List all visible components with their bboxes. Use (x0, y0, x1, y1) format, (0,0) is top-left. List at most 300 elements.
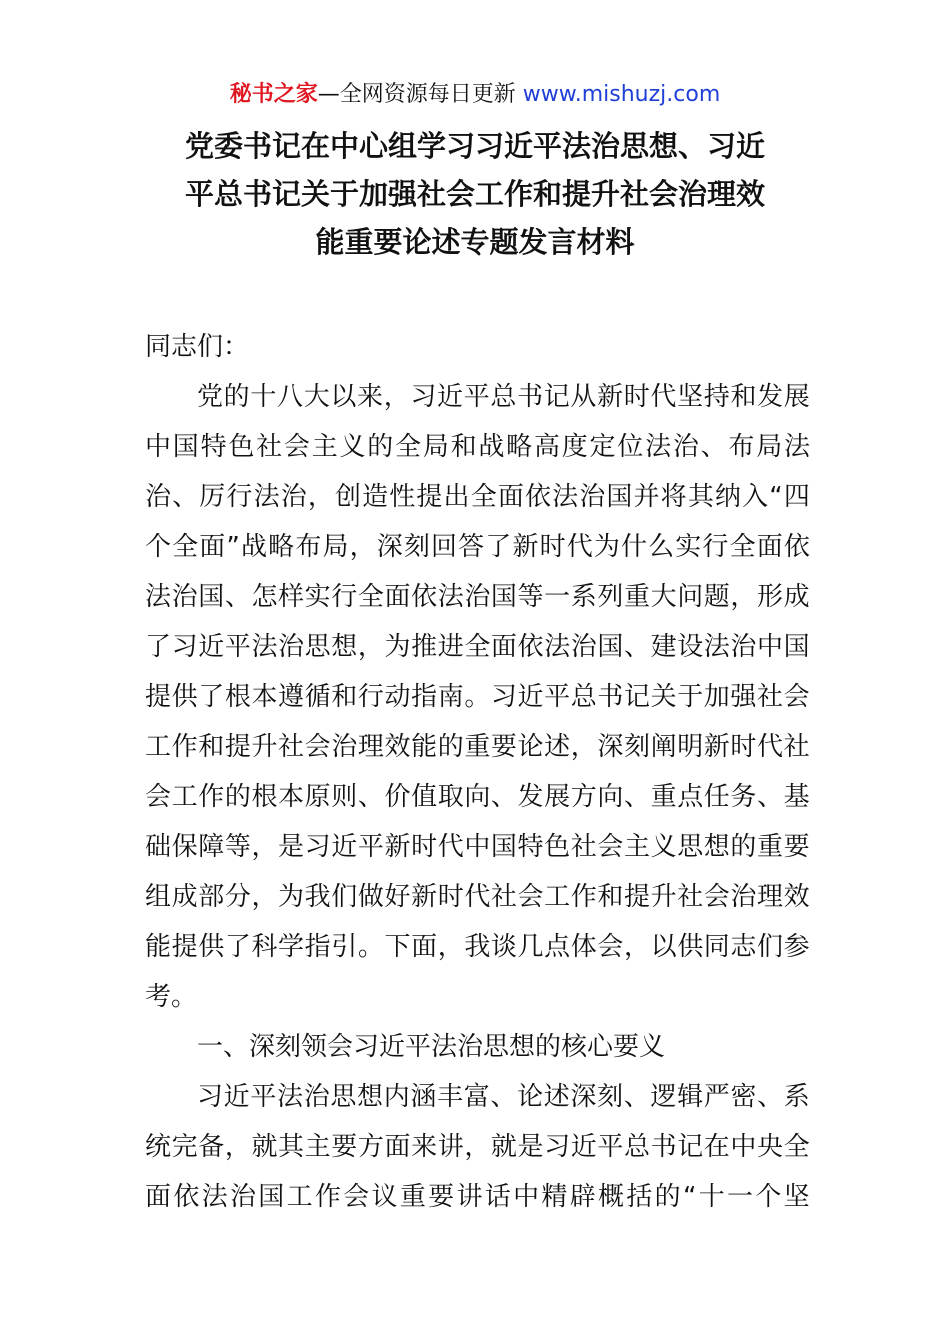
paragraph-line (145, 1172, 810, 1222)
glyph: 要 (783, 832, 810, 862)
glyph: 法 (277, 1082, 304, 1112)
glyph: 治 (570, 632, 597, 662)
paragraph-line (145, 872, 810, 922)
glyph: 性 (389, 482, 416, 512)
paragraph-line (145, 622, 810, 672)
glyph: 将 (660, 482, 687, 512)
glyph: 们 (757, 932, 784, 962)
glyph: 依 (173, 1182, 200, 1212)
glyph: 、 (757, 782, 784, 812)
glyph: 治 (229, 1182, 256, 1212)
paragraph-section1 (145, 1072, 810, 1222)
glyph: 治 (579, 482, 606, 512)
glyph: 国 (490, 832, 517, 862)
glyph: 面 (384, 582, 411, 612)
glyph: 加 (703, 682, 730, 712)
glyph: 点 (677, 782, 704, 812)
glyph: 法 (703, 632, 730, 662)
glyph: 述 (543, 1082, 570, 1112)
glyph: 中 (464, 832, 491, 862)
glyph: 面 (384, 1132, 411, 1162)
glyph: 四 (783, 482, 810, 512)
glyph: 总 (623, 1132, 650, 1162)
glyph: 想 (357, 1082, 384, 1112)
glyph: 法 (437, 582, 464, 612)
glyph: 主 (623, 832, 650, 862)
glyph: 回 (431, 532, 458, 562)
glyph: 怎 (251, 582, 278, 612)
glyph: 社 (677, 882, 704, 912)
glyph: 平 (250, 1082, 277, 1112)
glyph: 国 (172, 432, 199, 462)
glyph: 根 (224, 682, 251, 712)
glyph: 新 (384, 832, 411, 862)
glyph: 理 (757, 882, 784, 912)
glyph: 出 (443, 482, 470, 512)
glyph: 谈 (490, 932, 517, 962)
glyph: ， (383, 382, 410, 412)
glyph: 法 (251, 632, 278, 662)
glyph: 平 (463, 382, 490, 412)
glyph: 重 (464, 732, 491, 762)
glyph: 中 (513, 1182, 540, 1212)
paragraph-line (145, 422, 810, 472)
glyph: 想 (331, 632, 358, 662)
glyph: 国 (606, 482, 633, 512)
glyph: 的 (223, 382, 250, 412)
glyph: 治 (303, 1082, 330, 1112)
glyph: 根 (251, 782, 278, 812)
glyph: 工 (171, 782, 198, 812)
glyph: 丰 (437, 1082, 464, 1112)
brand-name: 秘书之家 (229, 82, 318, 107)
paragraph-line (145, 572, 810, 622)
glyph: 发 (757, 382, 784, 412)
glyph: 全 (357, 582, 384, 612)
glyph: 和 (331, 682, 358, 712)
glyph: 在 (703, 1132, 730, 1162)
glyph: 时 (539, 532, 566, 562)
glyph: 法 (783, 432, 810, 462)
glyph: 治 (730, 882, 757, 912)
glyph: 个 (755, 1182, 782, 1212)
glyph: 逻 (650, 1082, 677, 1112)
glyph: 做 (357, 882, 384, 912)
glyph: ， (307, 482, 334, 512)
glyph: 辟 (569, 1182, 596, 1212)
glyph: 部 (198, 882, 225, 912)
glyph: 代 (437, 832, 464, 862)
glyph: 展 (544, 782, 571, 812)
glyph: 近 (570, 1132, 597, 1162)
glyph: 引 (331, 932, 358, 962)
glyph: 是 (278, 832, 305, 862)
glyph: 工 (145, 732, 172, 762)
glyph: 就 (490, 1132, 517, 1162)
glyph: 、 (490, 1082, 517, 1112)
glyph: 论 (517, 732, 544, 762)
glyph: 想 (703, 832, 730, 862)
glyph: 面 (145, 1182, 172, 1212)
glyph: 治 (171, 582, 198, 612)
glyph: 提 (416, 482, 443, 512)
glyph: 略 (268, 532, 295, 562)
paragraph-line (145, 822, 810, 872)
glyph: 、 (623, 632, 650, 662)
glyph: 升 (650, 882, 677, 912)
glyph: “ (682, 1182, 697, 1212)
glyph: 作 (171, 732, 198, 762)
glyph: 会 (597, 832, 624, 862)
glyph: 社 (256, 432, 283, 462)
glyph: 社 (757, 682, 784, 712)
glyph: 义 (339, 432, 366, 462)
glyph: 社 (490, 882, 517, 912)
glyph: 讲 (437, 1132, 464, 1162)
glyph: 科 (251, 932, 278, 962)
glyph: 平 (597, 1132, 624, 1162)
glyph: 、 (623, 1082, 650, 1112)
glyph: 并 (633, 482, 660, 512)
glyph: 深 (597, 732, 624, 762)
glyph: 党 (197, 382, 224, 412)
glyph: 样 (278, 582, 305, 612)
paragraph-line (145, 472, 810, 522)
glyph: 刻 (403, 532, 430, 562)
glyph: 志 (730, 932, 757, 962)
glyph: 面 (756, 532, 783, 562)
glyph: 重 (399, 1182, 426, 1212)
glyph: 是 (517, 1132, 544, 1162)
glyph: 指 (411, 682, 438, 712)
glyph: 以 (330, 382, 357, 412)
paragraph-line (145, 372, 810, 422)
glyph: 什 (621, 532, 648, 562)
glyph: 么 (648, 532, 675, 562)
glyph: 答 (458, 532, 485, 562)
glyph: 的 (437, 732, 464, 762)
glyph: 提 (623, 882, 650, 912)
glyph: 重 (757, 832, 784, 862)
glyph: 全 (729, 532, 756, 562)
glyph: 作 (314, 1182, 341, 1212)
glyph: 体 (570, 932, 597, 962)
glyph: 国 (258, 1182, 285, 1212)
glyph: 务 (730, 782, 757, 812)
glyph: ， (224, 1132, 251, 1162)
glyph: 保 (171, 832, 198, 862)
glyph: 局 (422, 432, 449, 462)
glyph: 国 (490, 582, 517, 612)
glyph: 中 (730, 1132, 757, 1162)
glyph: 创 (334, 482, 361, 512)
glyph: 以 (650, 932, 677, 962)
glyph: 完 (171, 1132, 198, 1162)
glyph: 推 (411, 632, 438, 662)
glyph: 布 (728, 432, 755, 462)
glyph: 概 (598, 1182, 625, 1212)
glyph: 特 (200, 432, 227, 462)
glyph: 下 (384, 932, 411, 962)
glyph: 富 (463, 1082, 490, 1112)
glyph: 效 (783, 882, 810, 912)
glyph: 面 (497, 482, 524, 512)
greeting-line: 同志们： (145, 332, 250, 362)
glyph: 本 (278, 782, 305, 812)
glyph: 新 (703, 732, 730, 762)
glyph: 系 (783, 1082, 810, 1112)
glyph: 坚 (783, 1182, 810, 1212)
glyph: 代 (650, 382, 677, 412)
glyph: 社 (783, 732, 810, 762)
glyph: 作 (570, 882, 597, 912)
glyph: 等 (224, 832, 251, 862)
glyph: 深 (376, 532, 403, 562)
glyph: 供 (171, 682, 198, 712)
glyph: 纳 (714, 482, 741, 512)
glyph: 话 (484, 1182, 511, 1212)
glyph: 、 (490, 782, 517, 812)
glyph: 取 (437, 782, 464, 812)
glyph: 提 (171, 932, 198, 962)
glyph: 战 (478, 432, 505, 462)
glyph: 坚 (677, 382, 704, 412)
glyph: 为 (278, 882, 305, 912)
glyph: 的 (654, 1182, 681, 1212)
glyph: 建 (650, 632, 677, 662)
glyph: 。 (357, 932, 384, 962)
header-tagline: —全网资源每日更新 (317, 82, 523, 107)
glyph: 了 (198, 682, 225, 712)
glyph: 供 (677, 932, 704, 962)
glyph: 备 (198, 1132, 225, 1162)
glyph: 学 (278, 932, 305, 962)
glyph: 个 (145, 532, 172, 562)
paragraph-intro (145, 372, 810, 1022)
glyph: 成 (783, 582, 810, 612)
glyph: 方 (357, 1132, 384, 1162)
glyph: 工 (286, 1182, 313, 1212)
glyph: 列 (597, 582, 624, 612)
glyph: 面 (411, 932, 438, 962)
glyph: 障 (198, 832, 225, 862)
glyph: 习 (544, 1132, 571, 1162)
glyph: 成 (171, 882, 198, 912)
glyph: 参 (783, 932, 810, 962)
glyph: 来 (357, 382, 384, 412)
glyph: 循 (304, 682, 331, 712)
glyph: 法 (544, 632, 571, 662)
title-line: 平总书记关于加强社会工作和提升社会治理效 (184, 177, 765, 211)
glyph: 了 (485, 532, 512, 562)
glyph: 了 (145, 632, 172, 662)
glyph: 的 (730, 832, 757, 862)
glyph: 全 (172, 532, 199, 562)
glyph: ， (464, 1132, 491, 1162)
glyph: 全 (783, 1132, 810, 1162)
glyph: 的 (224, 782, 251, 812)
glyph: 其 (278, 1132, 305, 1162)
glyph: 、 (357, 782, 384, 812)
site-url-link[interactable]: www.mishuzj.com (522, 82, 721, 107)
glyph: 治 (730, 632, 757, 662)
glyph: 国 (783, 632, 810, 662)
glyph: 、 (224, 582, 251, 612)
glyph: 八 (277, 382, 304, 412)
glyph: 括 (626, 1182, 653, 1212)
glyph: 局 (756, 432, 783, 462)
glyph: ， (730, 582, 757, 612)
glyph: 辑 (677, 1082, 704, 1112)
glyph: 平 (224, 632, 251, 662)
glyph: 精 (541, 1182, 568, 1212)
glyph: 依 (517, 632, 544, 662)
glyph: 进 (437, 632, 464, 662)
glyph: 依 (411, 582, 438, 612)
glyph: 度 (561, 432, 588, 462)
glyph: 、 (623, 782, 650, 812)
glyph: 局 (322, 532, 349, 562)
glyph: 时 (623, 382, 650, 412)
glyph: 总 (570, 682, 597, 712)
glyph: 和 (450, 432, 477, 462)
glyph: 为 (593, 532, 620, 562)
glyph: 向 (464, 782, 491, 812)
glyph: 分 (224, 882, 251, 912)
glyph: 战 (241, 532, 268, 562)
paragraph-line: 考。 (145, 982, 198, 1012)
glyph: 会 (304, 732, 331, 762)
glyph: 近 (437, 382, 464, 412)
glyph: 问 (677, 582, 704, 612)
glyph: 统 (145, 1132, 172, 1162)
glyph: 代 (566, 532, 593, 562)
glyph: 习 (197, 1082, 224, 1112)
glyph: 书 (597, 682, 624, 712)
glyph: 会 (703, 882, 730, 912)
glyph: 会 (343, 1182, 370, 1212)
glyph: 要 (331, 1132, 358, 1162)
glyph: 记 (623, 682, 650, 712)
glyph: 习 (410, 382, 437, 412)
glyph: ， (349, 532, 376, 562)
glyph: ” (226, 532, 240, 562)
glyph: 法 (253, 482, 280, 512)
glyph: 造 (362, 482, 389, 512)
glyph: 议 (371, 1182, 398, 1212)
glyph: 为 (384, 632, 411, 662)
glyph: 发 (517, 782, 544, 812)
glyph: 依 (524, 482, 551, 512)
glyph: 等 (517, 582, 544, 612)
glyph: 作 (198, 782, 225, 812)
glyph: 于 (677, 682, 704, 712)
glyph: 新 (512, 532, 539, 562)
glyph: 十 (250, 382, 277, 412)
glyph: 思 (677, 832, 704, 862)
glyph: 治 (280, 482, 307, 512)
glyph: 近 (331, 832, 358, 862)
glyph: 好 (384, 882, 411, 912)
glyph: 中 (145, 432, 172, 462)
glyph: 布 (295, 532, 322, 562)
glyph: 国 (597, 632, 624, 662)
glyph: 基 (783, 782, 810, 812)
glyph: 础 (145, 832, 172, 862)
glyph: 时 (730, 732, 757, 762)
glyph: 行 (331, 582, 358, 612)
paragraph-line (145, 922, 810, 972)
paragraph-line (145, 672, 810, 722)
glyph: 本 (251, 682, 278, 712)
glyph: 治 (145, 482, 172, 512)
glyph: 明 (677, 732, 704, 762)
paragraph-line (145, 522, 810, 572)
glyph: 升 (251, 732, 278, 762)
glyph: 论 (517, 1082, 544, 1112)
glyph: 点 (544, 932, 571, 962)
paragraph-line (145, 1122, 810, 1172)
glyph: 面 (490, 632, 517, 662)
glyph: 们 (331, 882, 358, 912)
glyph: 全 (464, 632, 491, 662)
glyph: 略 (506, 432, 533, 462)
glyph: 则 (331, 782, 358, 812)
glyph: 持 (703, 382, 730, 412)
glyph: 重 (650, 782, 677, 812)
glyph: 治 (331, 732, 358, 762)
glyph: 全 (470, 482, 497, 512)
glyph: ， (623, 932, 650, 962)
glyph: 平 (357, 832, 384, 862)
glyph: 中 (757, 632, 784, 662)
glyph: ， (251, 832, 278, 862)
glyph: 刻 (597, 1082, 624, 1112)
title-line: 党委书记在中心组学习习近平法治思想、习近 (184, 129, 765, 163)
glyph: 总 (490, 382, 517, 412)
glyph: 治 (672, 432, 699, 462)
glyph: 会 (283, 432, 310, 462)
paragraph-line (145, 772, 810, 822)
glyph: 色 (228, 432, 255, 462)
glyph: 了 (224, 932, 251, 962)
section-heading-line: 一、深刻领会习近平法治思想的核心要义 (197, 1032, 666, 1062)
glyph: 时 (411, 832, 438, 862)
glyph: 提 (224, 732, 251, 762)
glyph: 书 (517, 382, 544, 412)
glyph: 理 (357, 732, 384, 762)
glyph: 行 (702, 532, 729, 562)
glyph: 述 (544, 732, 571, 762)
glyph: 向 (597, 782, 624, 812)
glyph: 位 (617, 432, 644, 462)
glyph: 一 (544, 582, 571, 612)
glyph: 平 (544, 682, 571, 712)
glyph: 能 (145, 932, 172, 962)
glyph: 治 (278, 632, 305, 662)
glyph: 行 (357, 682, 384, 712)
glyph: 遵 (278, 682, 305, 712)
glyph: 厉 (199, 482, 226, 512)
glyph: 习 (304, 832, 331, 862)
glyph: 提 (145, 682, 172, 712)
glyph: “ (769, 482, 783, 512)
glyph: 社 (570, 832, 597, 862)
glyph: 新 (597, 382, 624, 412)
glyph: 色 (544, 832, 571, 862)
glyph: 题 (703, 582, 730, 612)
glyph: 方 (570, 782, 597, 812)
